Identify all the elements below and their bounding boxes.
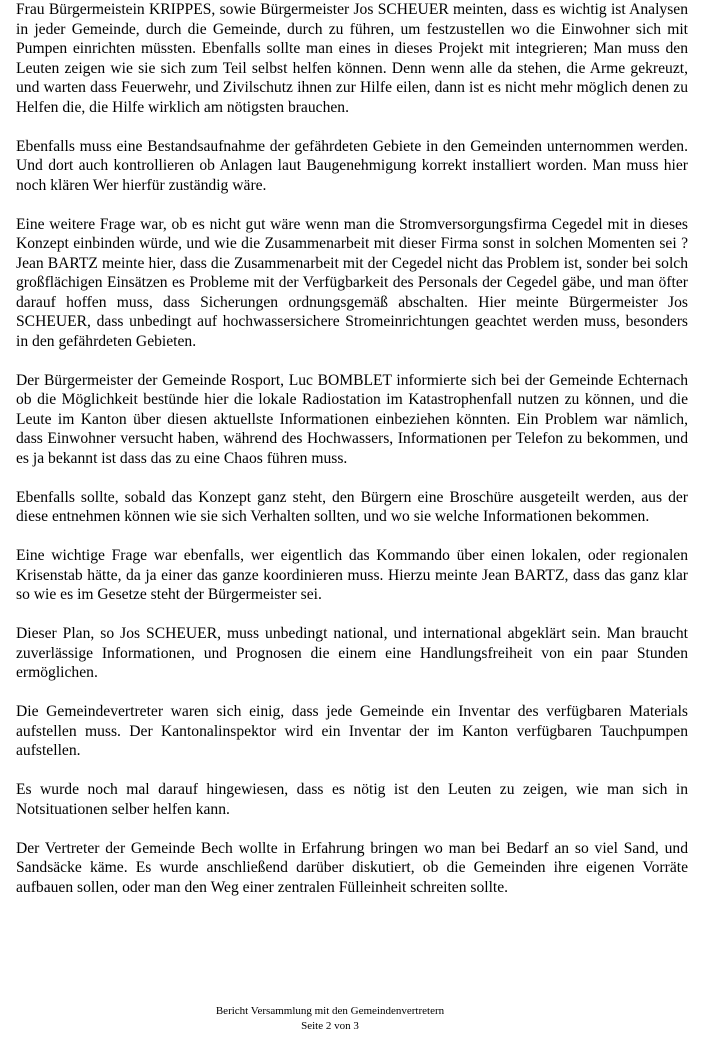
- document-body: [16, 0, 688, 897]
- footer-title: Bericht Versammlung mit den Gemeindenvertretern: [215, 1005, 445, 1017]
- paragraph-6: Eine wichtige Frage war ebenfalls, wer eigentlich das Kommando über einen lokalen, oder regionalen Krisenstab hätte, da ja einer das ganze koordinieren muss. Hierzu meinte Jean BARTZ, dass das ganz klar so wie es im Gesetze steht der Bürgermeister sei.: [16, 547, 688, 603]
- paragraph-9: Es wurde noch mal darauf hingewiesen, dass es nötig ist den Leuten zu zeigen, wie man sich in Notsituationen selber helfen kann.: [16, 781, 688, 818]
- paragraph-spacer: [16, 195, 688, 215]
- paragraph-3: Eine weitere Frage war, ob es nicht gut wäre wenn man die Stromversorgungsfirma Cegedel mit in dieses Konzept einbinden würde, und wie die Zusammenarbeit mit dieser Firma sonst in solchen Momenten sei ? Jean BARTZ meinte hier, dass die Zusammenarbeit mit der Cegedel nicht das Problem ist, sonder bei solch großflächigen Einsätzen es Probleme mit der Verfügbarkeit des Personals der Cegedel gäbe, und man öfter darauf hoffen muss, dass Sicherungen ordnungsgemäß abschalten. Hier meinte Bürgermeister Jos SCHEUER, dass unbedingt auf hochwassersichere Stromeinrichtungen geachtet werden muss, besonders in den gefährdeten Gebieten.: [16, 215, 688, 350]
- paragraph-spacer: [16, 468, 688, 488]
- paragraph-spacer: [16, 527, 688, 547]
- footer-page-number: Seite 2 von 3: [301, 1020, 359, 1032]
- paragraph-1: Frau Bürgermeistein KRIPPES, sowie Bürgermeister Jos SCHEUER meinten, dass es wichtig ist Analysen in jeder Gemeinde, durch die Gemeinde, durch zu führen, um festzustellen wo die Einwohner sich mit Pumpen einrichten müssten. Ebenfalls sollte man eines in dieses Projekt mit integrieren; Man muss den Leuten zeigen wie sie sich zum Teil selbst helfen können. Denn wenn alle da stehen, die Arme gekreuzt, und warten dass Feuerwehr, und Zivilschutz ihnen zur Hilfe eilen, dann ist es nicht mehr möglich denen zu Helfen die, die Hilfe wirklich am nötigsten brauchen.: [16, 1, 688, 116]
- paragraph-spacer: [16, 605, 688, 625]
- paragraph-5: Ebenfalls sollte, sobald das Konzept ganz steht, den Bürgern eine Broschüre ausgeteilt werden, aus der diese entnehmen können wie sie sich Verhalten sollten, und wo sie welche Informationen bekommen.: [16, 488, 688, 525]
- paragraph-spacer: [16, 761, 688, 781]
- paragraph-4: Der Bürgermeister der Gemeinde Rosport, Luc BOMBLET informierte sich bei der Gemeinde Echternach ob die Möglichkeit bestünde hier die lokale Radiostation im Katastrophenfall nutzen zu können, und die Leute im Kanton über diesen aktuellste Informationen einbeziehen könnten. Ein Problem war nämlich, dass Einwohner versucht haben, während des Hochwassers, Informationen per Telefon zu bekommen, und es ja bekannt ist dass das zu eine Chaos führen muss.: [16, 371, 688, 467]
- paragraph-2: Ebenfalls muss eine Bestandsaufnahme der gefährdeten Gebiete in den Gemeinden unternommen werden. Und dort auch kontrollieren ob Anlagen laut Baugenehmigung korrekt installiert worden. Man muss hier noch klären Wer hierfür zuständig wäre.: [16, 137, 688, 194]
- paragraph-spacer: [16, 351, 688, 371]
- paragraph-spacer: [16, 683, 688, 703]
- paragraph-spacer: [16, 117, 688, 137]
- paragraph-7: Dieser Plan, so Jos SCHEUER, muss unbedingt national, und international abgeklärt sein. Man braucht zuverlässige Informationen, und Prognosen die einem eine Handlungsfreiheit von ein paar Stunden ermöglichen.: [16, 625, 688, 681]
- paragraph-8: Die Gemeindevertreter waren sich einig, dass jede Gemeinde ein Inventar des verfügbaren Materials aufstellen muss. Der Kantonalinspektor wird ein Inventar der im Kanton verfügbaren Tauchpumpen aufstellen.: [16, 703, 688, 759]
- paragraph-10: Der Vertreter der Gemeinde Bech wollte in Erfahrung bringen wo man bei Bedarf an so viel Sand, und Sandsäcke käme. Es wurde anschließend darüber diskutiert, ob die Gemeinden ihre eigenen Vorräte aufbauen sollen, oder man den Weg einer zentralen Fülleinheit schreiten sollte.: [16, 839, 688, 896]
- page-footer: [150, 1004, 510, 1034]
- paragraph-spacer: [16, 819, 688, 839]
